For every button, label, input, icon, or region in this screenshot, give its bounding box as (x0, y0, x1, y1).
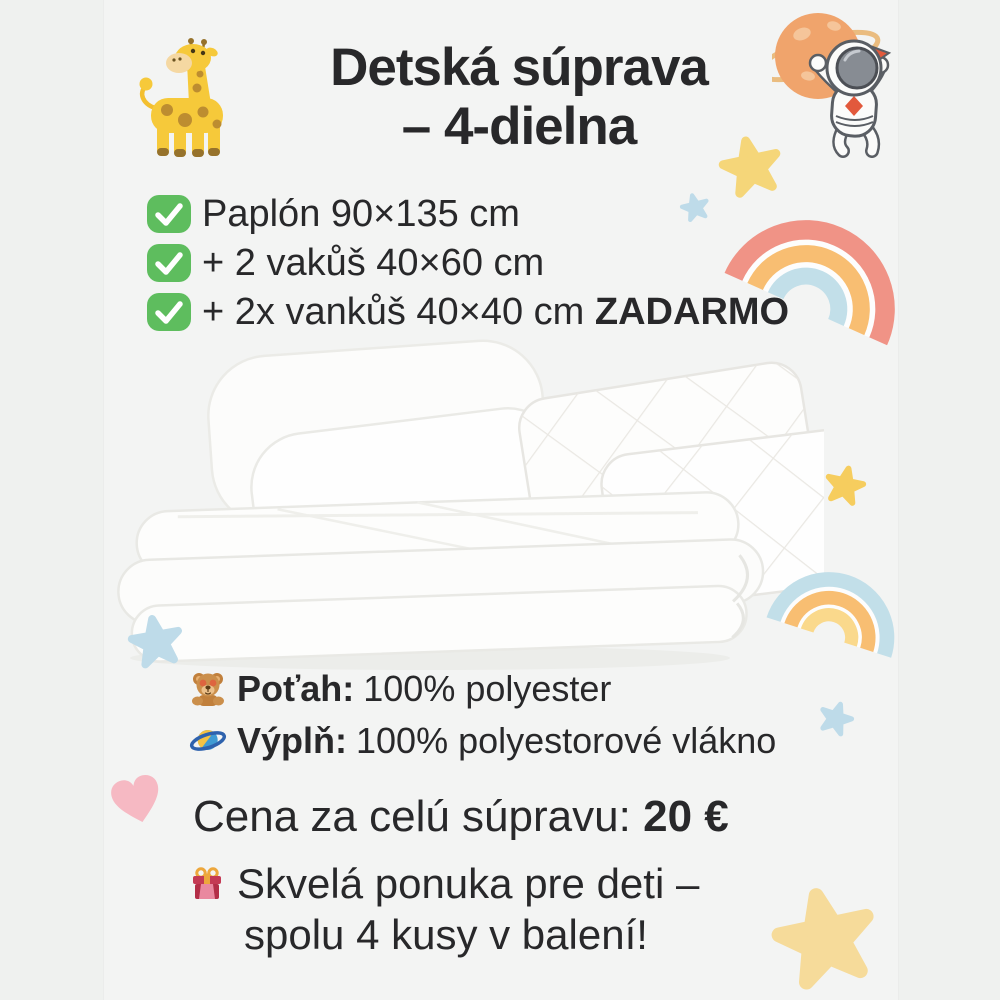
star-icon (820, 460, 870, 510)
star-icon (762, 874, 888, 1000)
spec-text: Výplň: 100% polyestorové vlákno (237, 720, 777, 761)
spec-row (189, 718, 776, 764)
teddy-bear-icon (189, 670, 227, 708)
spec-row (189, 666, 611, 712)
checklist-item-text: + 2 vakůš 40×60 cm (202, 241, 545, 284)
ringed-planet-icon (189, 722, 227, 760)
price-value: 20 € (643, 792, 729, 841)
checklist-item (147, 193, 520, 235)
check-icon (147, 244, 191, 282)
star-icon (124, 609, 189, 674)
gift-icon (188, 865, 226, 903)
checklist-item-text: Paplón 90×135 cm (202, 192, 520, 235)
price-label: Cena za celú súpravu: (193, 792, 631, 841)
bedding-set-image (103, 326, 824, 674)
checklist-item (147, 242, 544, 284)
spec-text: Poťah: 100% polyester (237, 668, 612, 709)
offer-line-2: spolu 4 kusy v balení! (244, 911, 648, 958)
checklist-item-text: + 2x vankůš 40×40 cm ZADARMO (202, 290, 790, 333)
title-line-2: – 4-dielna (401, 97, 637, 156)
offer-text-1: Skvelá ponuka pre deti – (237, 860, 700, 907)
duvet (116, 490, 766, 662)
offer-line-1 (188, 860, 699, 908)
banner-content (103, 0, 899, 1000)
astronaut-icon (772, 6, 898, 158)
check-icon (147, 195, 191, 233)
star-icon (677, 189, 713, 225)
star-icon (813, 695, 858, 740)
title-line-1: Detská súprava (330, 38, 708, 97)
price-line (193, 792, 729, 842)
heart-icon (105, 769, 169, 831)
